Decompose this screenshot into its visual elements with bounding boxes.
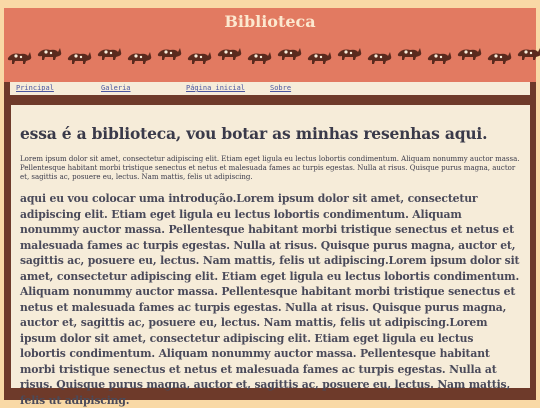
cat-figure	[428, 52, 451, 64]
nav-link-pagina-inicial[interactable]: Página inicial	[186, 84, 246, 92]
cat-figure	[398, 48, 421, 60]
page-heading: essa é a biblioteca, vou botar as minhas resenhas aqui.	[20, 124, 488, 143]
nav-link-principal[interactable]: Principal	[16, 84, 54, 92]
cat-figure	[38, 48, 61, 60]
cat-figure	[308, 52, 331, 64]
intro-paragraph: aqui eu vou colocar uma introdução.Lorem ipsum dolor sit amet, consectetur adipiscing elit. Etiam eget ligula eu lectus lobortis condimentum. Aliquam nonummy auctor massa. Pellentesque habitant morbi tristique senectus et netus et malesuada fames ac turpis egestas. Nulla at risus. Quisque purus magna, auctor et, sagittis ac, posuere eu, lectus. Nam mattis, felis ut adipiscing.Lorem ipsum dolor sit amet, consectetur adipiscing elit. Etiam eget ligula eu lectus lobortis condimentum. Aliquam nonummy auctor massa. Pellentesque habitant morbi tristique senectus et netus et malesuada fames ac turpis egestas. Nulla at risus. Quisque purus magna, auctor et, sagittis ac, posuere eu, lectus. Nam mattis, felis ut adipiscing.Lorem ipsum dolor sit amet, consectetur adipiscing elit. Etiam eget ligula eu lectus lobortis condimentum. Aliquam nonummy auctor massa. Pellentesque habitant morbi tristique senectus et netus et malesuada fames ac turpis egestas. Nulla at risus. Quisque purus magna, auctor et, sagittis ac, posuere eu, lectus. Nam mattis, felis ut adipiscing.	[20, 192, 520, 407]
site-title: Biblioteca	[224, 12, 316, 31]
lorem-paragraph: Lorem ipsum dolor sit amet, consectetur adipiscing elit. Etiam eget ligula eu lectus lobortis condimentum. Aliquam nonummy auctor massa. Pellentesque habitant morbi tristique senectus et netus et malesuada fames ac turpis egestas. Nulla at risus. Quisque purus magna, auctor et, sagittis ac, posuere eu, lectus. Nam mattis, felis ut adipiscing.	[20, 155, 520, 181]
cat-figure	[278, 48, 301, 60]
cat-figure	[488, 52, 511, 64]
cat-figure	[188, 52, 211, 64]
cat-pattern-icon	[4, 40, 536, 66]
site-header	[4, 8, 536, 82]
nav-link-galeria[interactable]: Galeria	[101, 84, 131, 92]
page-frame	[4, 8, 536, 407]
cat-figure	[98, 48, 121, 60]
cat-figure	[248, 52, 271, 64]
cat-figure	[68, 52, 91, 64]
cat-figure	[218, 48, 241, 60]
cat-figure	[338, 48, 361, 60]
cat-figure	[368, 52, 391, 64]
main-content	[11, 105, 530, 407]
nav-link-sobre[interactable]: Sobre	[270, 84, 292, 92]
cat-figure	[158, 48, 181, 60]
cat-figure	[458, 48, 481, 60]
cat-figure	[518, 48, 540, 60]
nav-bar	[10, 82, 530, 95]
cat-figure	[128, 52, 151, 64]
cat-banner	[4, 40, 536, 66]
cat-figure	[8, 52, 31, 64]
